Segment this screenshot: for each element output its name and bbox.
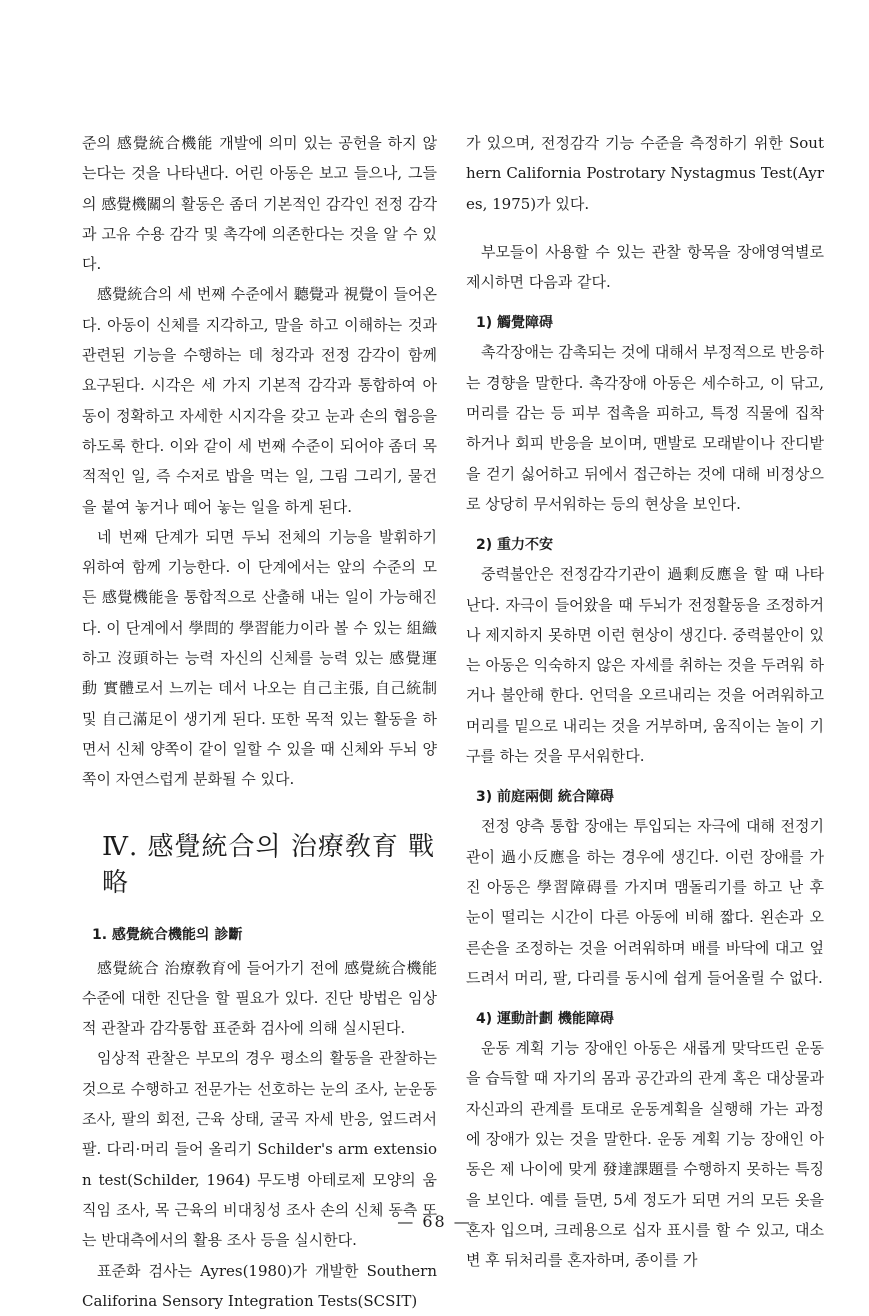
paragraph: 임상적 관찰은 부모의 경우 평소의 활동을 관찰하는 것으로 수행하고 전문가는 선호하는 눈의 조사, 눈운동 조사, 팔의 회전, 근육 상태, 굴곡 자세 반응, 엎드려서 팔. 다리·머리 들어 올리기 Schilder's arm extension test(Schilder, 1964) 무도병 아테로제 모양의 움직임 조사, 목 근육의 비대칭성 조사 손의 신체 동측 또는 반대측에서의 활용 조사 등을 실시한다. — [82, 1043, 437, 1255]
item-heading: 2) 重力不安 — [476, 533, 824, 557]
page-number: — 68 — — [0, 1212, 869, 1231]
section-heading: Ⅳ. 感覺統合의 治療敎育 戰略 — [102, 829, 437, 901]
item-heading: 4) 運動計劃 機能障碍 — [476, 1007, 824, 1031]
paragraph: 부모들이 사용할 수 있는 관찰 항목을 장애영역별로 제시하면 다음과 같다. — [466, 237, 824, 298]
paragraph: 표준화 검사는 Ayres(1980)가 개발한 Southern Califorina Sensory Integration Tests(SCSIT) — [82, 1256, 437, 1316]
subsection-heading: 1. 感覺統合機能의 診斷 — [92, 923, 437, 947]
paragraph: 네 번째 단계가 되면 두뇌 전체의 기능을 발휘하기 위하여 함께 기능한다. 이 단계에서는 앞의 수준의 모든 感覺機能을 통합적으로 산출해 내는 일이 가능해진다. 이 단계에서 學問的 學習能力이라 볼 수 있는 組織하고 沒頭하는 능력 자신의 신체를 능력 있는 感覺運動 實體로서 느끼는 데서 나오는 自己主張, 自己統制 및 自己滿足이 생기게 된다. 또한 목적 있는 활동을 하면서 신체 양쪽이 같이 일할 수 있을 때 신체와 두뇌 양쪽이 자연스럽게 분화될 수 있다. — [82, 522, 437, 795]
item-heading: 1) 觸覺障碍 — [476, 311, 824, 335]
paragraph: 준의 感覺統合機能 개발에 의미 있는 공헌을 하지 않는다는 것을 나타낸다. 어린 아동은 보고 들으나, 그들의 感覺機關의 활동은 좀더 기본적인 감각인 전정 감각과 고유 수용 감각 및 촉각에 의존한다는 것을 알 수 있다. — [82, 128, 437, 279]
item-heading: 3) 前庭兩側 統合障碍 — [476, 785, 824, 809]
paragraph: 중력불안은 전정감각기관이 過剩反應을 할 때 나타난다. 자극이 들어왔을 때 두뇌가 전정활동을 조정하거나 제지하지 못하면 이런 현상이 생긴다. 중력불안이 있는 아동은 익숙하지 않은 자세를 취하는 것을 두려워 하거나 불안해 한다. 언덕을 오르내리는 것을 어려워하고 머리를 밑으로 내리는 것을 거부하며, 움직이는 놀이 기구를 하는 것을 무서워한다. — [466, 559, 824, 771]
paragraph: 感覺統合 治療敎育에 들어가기 전에 感覺統合機能 수준에 대한 진단을 할 필요가 있다. 진단 방법은 임상적 관찰과 감각통합 표준화 검사에 의해 실시된다. — [82, 953, 437, 1044]
paragraph: 운동 계획 기능 장애인 아동은 새롭게 맞닥뜨린 운동을 습득할 때 자기의 몸과 공간과의 관계 혹은 대상물과 자신과의 관계를 토대로 운동계획을 실행해 가는 과정에 장애가 있는 것을 말한다. 운동 계획 기능 장애인 아동은 제 나이에 맞게 發達課題를 수행하지 못하는 특징을 보인다. 예를 들면, 5세 정도가 되면 거의 모든 옷을 혼자 입으며, 크레용으로 십자 표시를 할 수 있고, 대소변 후 뒤처리를 혼자하며, 종이를 가 — [466, 1033, 824, 1275]
paragraph: 感覺統合의 세 번째 수준에서 聽覺과 視覺이 들어온다. 아동이 신체를 지각하고, 말을 하고 이해하는 것과 관련된 기능을 수행하는 데 청각과 전정 감각이 함께 요구된다. 시각은 세 가지 기본적 감각과 통합하여 아동이 정확하고 자세한 시지각을 갖고 눈과 손의 협응을 하도록 한다. 이와 같이 세 번째 수준이 되어야 좀더 목적적인 일, 즉 수저로 밥을 먹는 일, 그림 그리기, 물건을 붙여 놓거나 떼어 놓는 일을 하게 된다. — [82, 279, 437, 521]
paragraph: 전정 양측 통합 장애는 투입되는 자극에 대해 전정기관이 過小反應을 하는 경우에 생긴다. 이런 장애를 가진 아동은 學習障碍를 가지며 맴돌리기를 하고 난 후 눈이 떨리는 시간이 다른 아동에 비해 짧다. 왼손과 오른손을 조정하는 것을 어려워하며 배를 바닥에 대고 엎드려서 머리, 팔, 다리를 동시에 쉽게 들어올릴 수 없다. — [466, 811, 824, 993]
right-column — [466, 128, 824, 1276]
paragraph: 가 있으며, 전정감각 기능 수준을 측정하기 위한 Southern California Postrotary Nystagmus Test(Ayres, 1975)가 있다. — [466, 128, 824, 219]
paragraph: 촉각장애는 감촉되는 것에 대해서 부정적으로 반응하는 경향을 말한다. 촉각장애 아동은 세수하고, 이 닦고, 머리를 감는 등 피부 접촉을 피하고, 특정 직물에 집착하거나 회피 반응을 보이며, 맨발로 모래밭이나 잔디밭을 걷기 싫어하고 뒤에서 접근하는 것에 대해 비정상으로 상당히 무서워하는 등의 현상을 보인다. — [466, 337, 824, 519]
left-column — [82, 128, 437, 1316]
